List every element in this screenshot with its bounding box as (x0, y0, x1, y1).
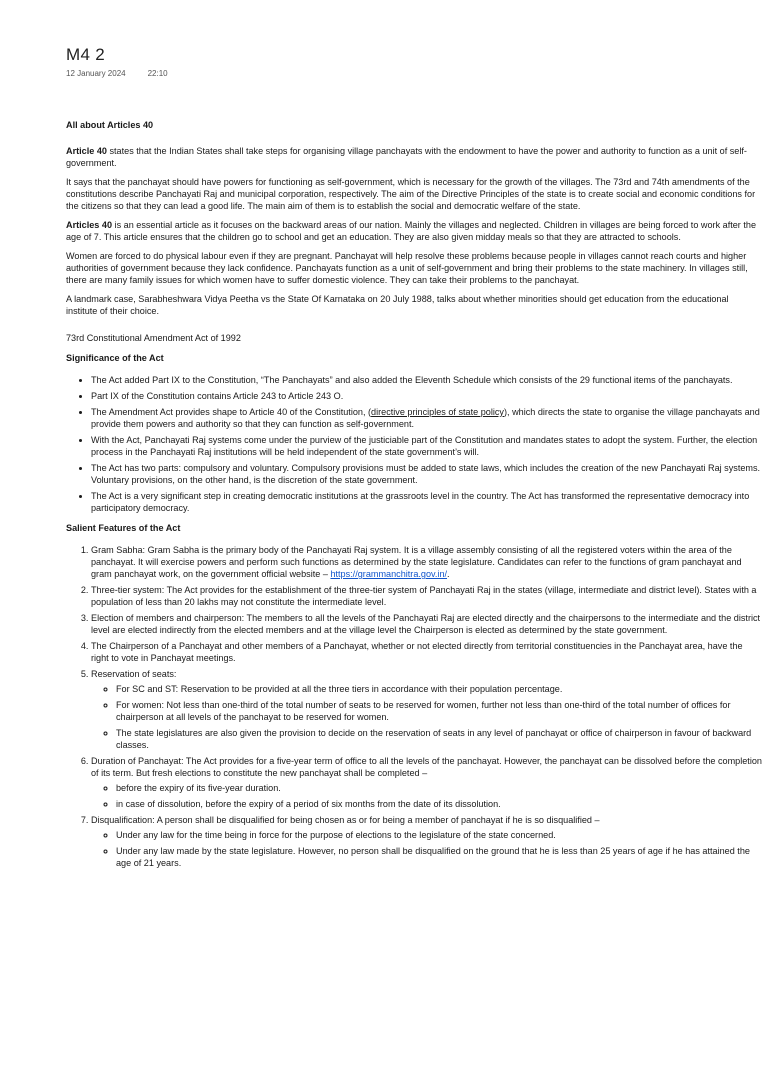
reservation-label: Reservation of seats: (91, 669, 177, 679)
list-item: 1. Gram Sabha: Gram Sabha is the primary body of the Panchayati Raj system. It is a village assembly consisting of all the registered voters within the area of the panchayat. It will exercise powers and perform such functions as determined by the state legislature. Candidates can refer to the functions of gram panchayat and gram panchayat work, on the government official website – https://grammanchitra.gov.in/. (91, 544, 762, 580)
paragraph-landmark-case: A landmark case, Sarabheshwara Vidya Peetha vs the State Of Karnataka on 20 July 1988, talks about whether minorities should get education from the educational institute of their choice. (66, 294, 729, 316)
list-item: 4. The Chairperson of a Panchayat and other members of a Panchayat, whether or not elected directly from territorial constituencies in the Panchayat area, have the right to vote in Panchayat meetings. (91, 640, 762, 664)
salient-heading: Salient Features of the Act (66, 523, 181, 533)
significance-list (66, 374, 762, 514)
list-item: ◦ Under any law made by the state legislature. However, no person shall be disqualified on the ground that he is less than 25 years of age if he has attained the age of 21 years. (116, 845, 762, 869)
duration-sublist (91, 782, 762, 810)
list-item: • With the Act, Panchayati Raj systems come under the purview of the justiciable part of the Constitution and mandates states to adopt the system. Further, the election process in the Panchayati Raj institutions will be held independent of the state government’s will. (91, 434, 762, 458)
list-item: • The Act has two parts: compulsory and voluntary. Compulsory provisions must be added to state laws, which includes the creation of the new Panchayati Raj systems. Voluntary provisions, on the other hand, is the discretion of the state government. (91, 462, 762, 486)
note-date: 12 January 2024 (66, 69, 126, 78)
disqualification-text: Disqualification: A person shall be disqualified for being chosen as or for being a member of panchayat if he is so disqualified – (91, 815, 600, 825)
list-item: ◦ The state legislatures are also given the provision to decide on the reservation of seats in any level of panchayat or office of chairperson in favour of backward classes. (116, 727, 762, 751)
list-item: ◦ Under any law for the time being in force for the purpose of elections to the legislature of the state concerned. (116, 829, 762, 841)
paragraph-article-40 (66, 145, 762, 169)
disqualification-sublist (91, 829, 762, 869)
list-item: 2. Three-tier system: The Act provides for the establishment of the three-tier system of Panchayati Raj in the states (village, intermediate and district level). States with a population of less than 20 lakhs may not constitute the intermediate level. (91, 584, 762, 608)
backward-areas-text: is an essential article as it focuses on the backward areas of our nation. Mainly the villages and neglected. Children in villages are being forced to work after the age of 7. This article ensures that the children go to school and get an education. They are also given midday meals so that they are attracted to schools. (66, 220, 757, 242)
gram-sabha-text: Gram Sabha: Gram Sabha is the primary body of the Panchayati Raj system. It is a village assembly consisting of all the registered voters within the area of the panchayat. It will exercise powers and perform such functions as determined by the state legislature. Candidates can refer to the functions of gram panchayat and gram panchayat work, on the government official website – (91, 545, 742, 579)
list-item: ◦ before the expiry of its five-year duration. (116, 782, 762, 794)
list-item (91, 406, 762, 430)
note-time: 22:10 (147, 69, 168, 78)
duration-text: Duration of Panchayat: The Act provides for a five-year term of office to all the levels of the panchayat. However, the panchayat can be dissolved before the completion of its term. But fresh elections to constitute the new panchayat shall be completed – (91, 756, 762, 778)
list-item: • The Act is a very significant step in creating democratic institutions at the grassroots level in the country. The Act has transformed the representative democracy into participatory democracy. (91, 490, 762, 514)
articles-heading: All about Articles 40 (66, 120, 154, 130)
list-item (91, 814, 762, 869)
paragraph-backward-areas (66, 219, 762, 243)
list-item: ◦ For SC and ST: Reservation to be provided at all the three tiers in accordance with their population percentage. (116, 683, 762, 695)
articles-40-bold: Articles 40 (66, 220, 113, 230)
article-40-text: states that the Indian States shall take steps for organising village panchayats with the endowment to have the power and authority to function as a unit of self-government. (66, 146, 747, 168)
note-body[interactable] (66, 119, 762, 869)
reservation-sublist (91, 683, 762, 751)
page-title: M4 2 (66, 45, 105, 64)
dpsp-link[interactable]: directive principles of state policy (371, 407, 504, 417)
dpsp-before-text: The Amendment Act provides shape to Article 40 of the Constitution, ( (91, 407, 372, 417)
list-item (91, 668, 762, 751)
article-40-bold: Article 40 (66, 146, 107, 156)
amendment-heading: 73rd Constitutional Amendment Act of 1992 (66, 333, 241, 343)
grammanchitra-link[interactable]: https://grammanchitra.gov.in/ (330, 569, 448, 579)
paragraph-self-government: It says that the panchayat should have powers for functioning as self-government, which is necessary for the growth of the villages. The 73rd and 74th amendments of the constitutions describe Panchayati Raj and municipal corporation, respectively. The aim of the Directive Principles of the state is to create social and economic conditions for the citizens so that they can lead a good life. The main aim of them is to establish the social and democratic welfare of the state. (66, 177, 756, 211)
list-item: • Part IX of the Constitution contains Article 243 to Article 243 O. (91, 390, 762, 402)
significance-heading: Significance of the Act (66, 353, 164, 363)
list-item: 3. Election of members and chairperson: The members to all the levels of the Panchayati Raj are elected directly and the chairpersons to the intermediate and the district level are elected indirectly from the elected members and at the village level the Chairperson is elected as determined by the state government. (91, 612, 762, 636)
list-item: • The Act added Part IX to the Constitution, “The Panchayats” and also added the Eleventh Schedule which consists of the 29 functional items of the panchayats. (91, 374, 762, 386)
salient-features-list (66, 544, 762, 869)
note-meta (66, 69, 762, 78)
dpsp-after-text: ), which directs the state to organise the village panchayats and provide them powers and authority so that they can function as self-government. (91, 407, 760, 429)
list-item: ◦ in case of dissolution, before the expiry of a period of six months from the date of its dissolution. (116, 798, 762, 810)
list-item (91, 755, 762, 810)
paragraph-women: Women are forced to do physical labour even if they are pregnant. Panchayat will help resolve these problems because people in villages cannot reach courts and higher authorities of government because they lack confidence. Panchayats function as a unit of self-government and bring their problems to the state machinery. In villages still, there are many family issues for which women have to suffer domestic violence. They can take their problems to the panchayat. (66, 251, 748, 285)
list-item: ◦ For women: Not less than one-third of the total number of seats to be reserved for women, further not less than one-third of the total number of offices for chairperson at all levels of the panchayat to be reserved for women. (116, 699, 762, 723)
note-page (0, 45, 768, 1069)
